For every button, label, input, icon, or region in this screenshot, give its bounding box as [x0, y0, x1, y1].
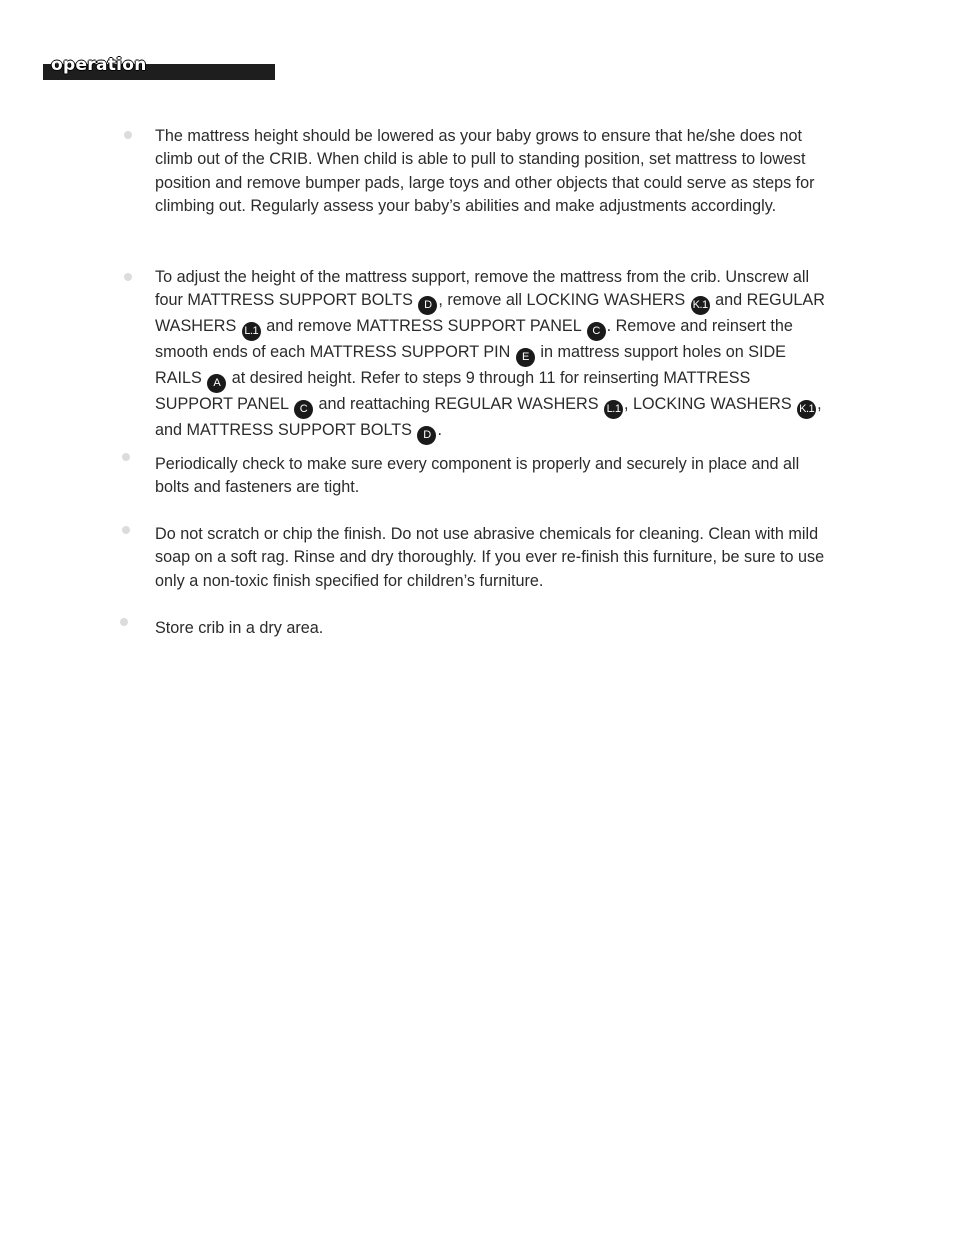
- instruction-text: The mattress height should be lowered as your baby grows to ensure that he/she does not climb out of the CRIB. When child is able to pull to standing position, set mattress to lowest position and remove bumper pads, large toys and other objects that could serve as steps for climbing out. Regularly assess your baby’s abilities and make adjustments accordingly.: [155, 127, 815, 216]
- instruction-text: , LOCKING WASHERS: [624, 395, 797, 414]
- instruction-text: Do not scratch or chip the finish. Do not use abrasive chemicals for cleaning. Clean with mild soap on a soft rag. Rinse and dry thoroughly. If you ever re-finish this furniture, be sure to use only a non-toxic finish specified for children’s furniture.: [155, 525, 825, 590]
- section-header-bar: [43, 55, 275, 80]
- instruction-text: and remove MATTRESS SUPPORT PANEL: [261, 317, 586, 336]
- part-ref-icon: D: [417, 426, 436, 445]
- instruction-item-adjust-support: [155, 266, 825, 445]
- part-ref-icon: L.1: [604, 400, 623, 419]
- part-ref-icon: C: [294, 400, 313, 419]
- bullet-icon: [120, 618, 128, 626]
- instruction-text: . Remove and reinsert the smooth ends of each MATTRESS SUPPORT PIN: [155, 317, 793, 362]
- part-ref-icon: C: [587, 322, 606, 341]
- instruction-text: To adjust the height of the mattress support, remove the mattress from the crib. Unscrew all four MATTRESS SUPPORT BOLTS: [155, 268, 810, 310]
- instruction-item-finish-care: [155, 523, 825, 593]
- instruction-text: at desired height. Refer to steps 9 through 11 for reinserting MATTRESS SUPPORT PANEL: [155, 369, 751, 414]
- bullet-icon: [124, 131, 132, 139]
- instruction-item-periodic-check: [155, 453, 825, 500]
- part-ref-icon: E: [516, 348, 535, 367]
- bullet-icon: [124, 273, 132, 281]
- part-ref-icon: K.1: [691, 296, 710, 315]
- instruction-text: , and MATTRESS SUPPORT BOLTS: [155, 395, 822, 440]
- instruction-text: Store crib in a dry area.: [155, 619, 324, 637]
- part-ref-icon: A: [207, 374, 226, 393]
- part-ref-icon: L.1: [242, 322, 261, 341]
- section-title: operation: [51, 55, 147, 75]
- instruction-text: and reattaching REGULAR WASHERS: [313, 395, 604, 414]
- instruction-item-mattress-height: [155, 125, 825, 219]
- bullet-icon: [122, 526, 130, 534]
- bullet-icon: [122, 453, 130, 461]
- part-ref-icon: K.1: [797, 400, 816, 419]
- instruction-text: and REGULAR WASHERS: [155, 291, 825, 336]
- part-ref-icon: D: [418, 296, 437, 315]
- instruction-text: .: [437, 421, 442, 440]
- instruction-text: Periodically check to make sure every component is properly and securely in place and all bolts and fasteners are tight.: [155, 455, 800, 497]
- instruction-text: , remove all LOCKING WASHERS: [438, 291, 690, 310]
- instruction-item-storage: [155, 617, 825, 640]
- instruction-text: in mattress support holes on SIDE RAILS: [155, 343, 786, 388]
